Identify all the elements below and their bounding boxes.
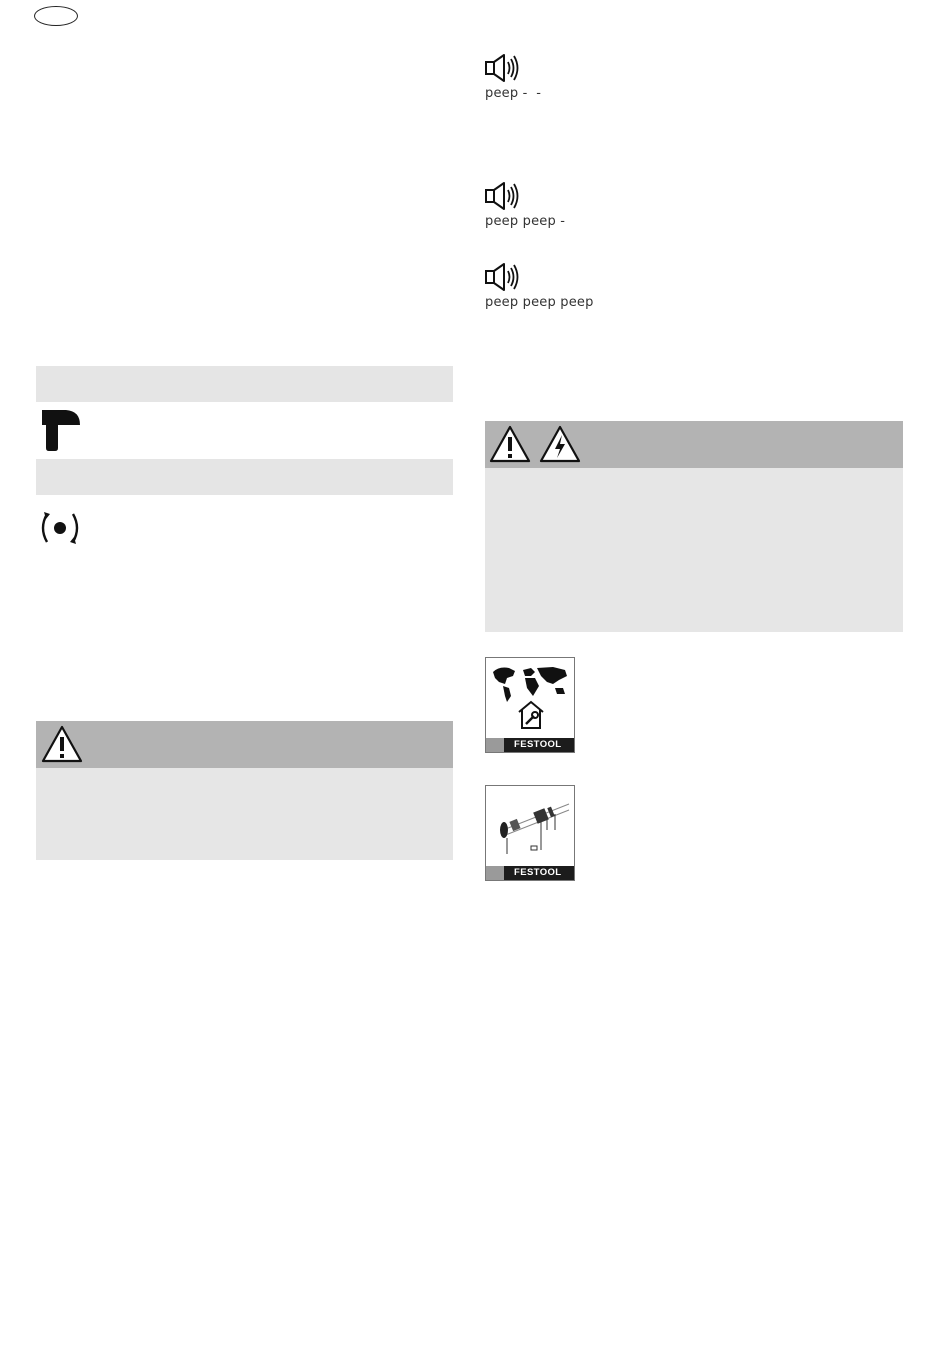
hazard-panel: [485, 468, 903, 632]
brand-label: FESTOOL: [514, 867, 562, 878]
warning-header: [36, 721, 453, 768]
speaker-icon: [485, 180, 521, 212]
signal-label: peep - -: [485, 86, 542, 101]
language-badge: [34, 6, 78, 26]
brand-strip: [486, 738, 574, 752]
warning-triangle-icon: [40, 724, 84, 764]
speaker-icon: [485, 52, 521, 84]
speaker-icon: [485, 261, 521, 293]
warning-triangle-icon: [488, 424, 532, 464]
signal-label: peep peep peep: [485, 295, 594, 310]
t-handle-icon: [40, 408, 82, 452]
spare-parts-icon: [489, 790, 573, 864]
electric-shock-icon: [538, 424, 582, 464]
brand-strip: [486, 866, 574, 880]
signal-label: peep peep -: [485, 214, 566, 229]
section-header-bar: [36, 366, 453, 402]
warning-panel: [36, 768, 453, 860]
brand-label: FESTOOL: [514, 739, 562, 750]
world-service-icon: [489, 662, 573, 736]
section-header-bar-2: [36, 459, 453, 495]
rotation-icon: [38, 510, 82, 546]
service-card: [485, 785, 575, 881]
service-card: [485, 657, 575, 753]
